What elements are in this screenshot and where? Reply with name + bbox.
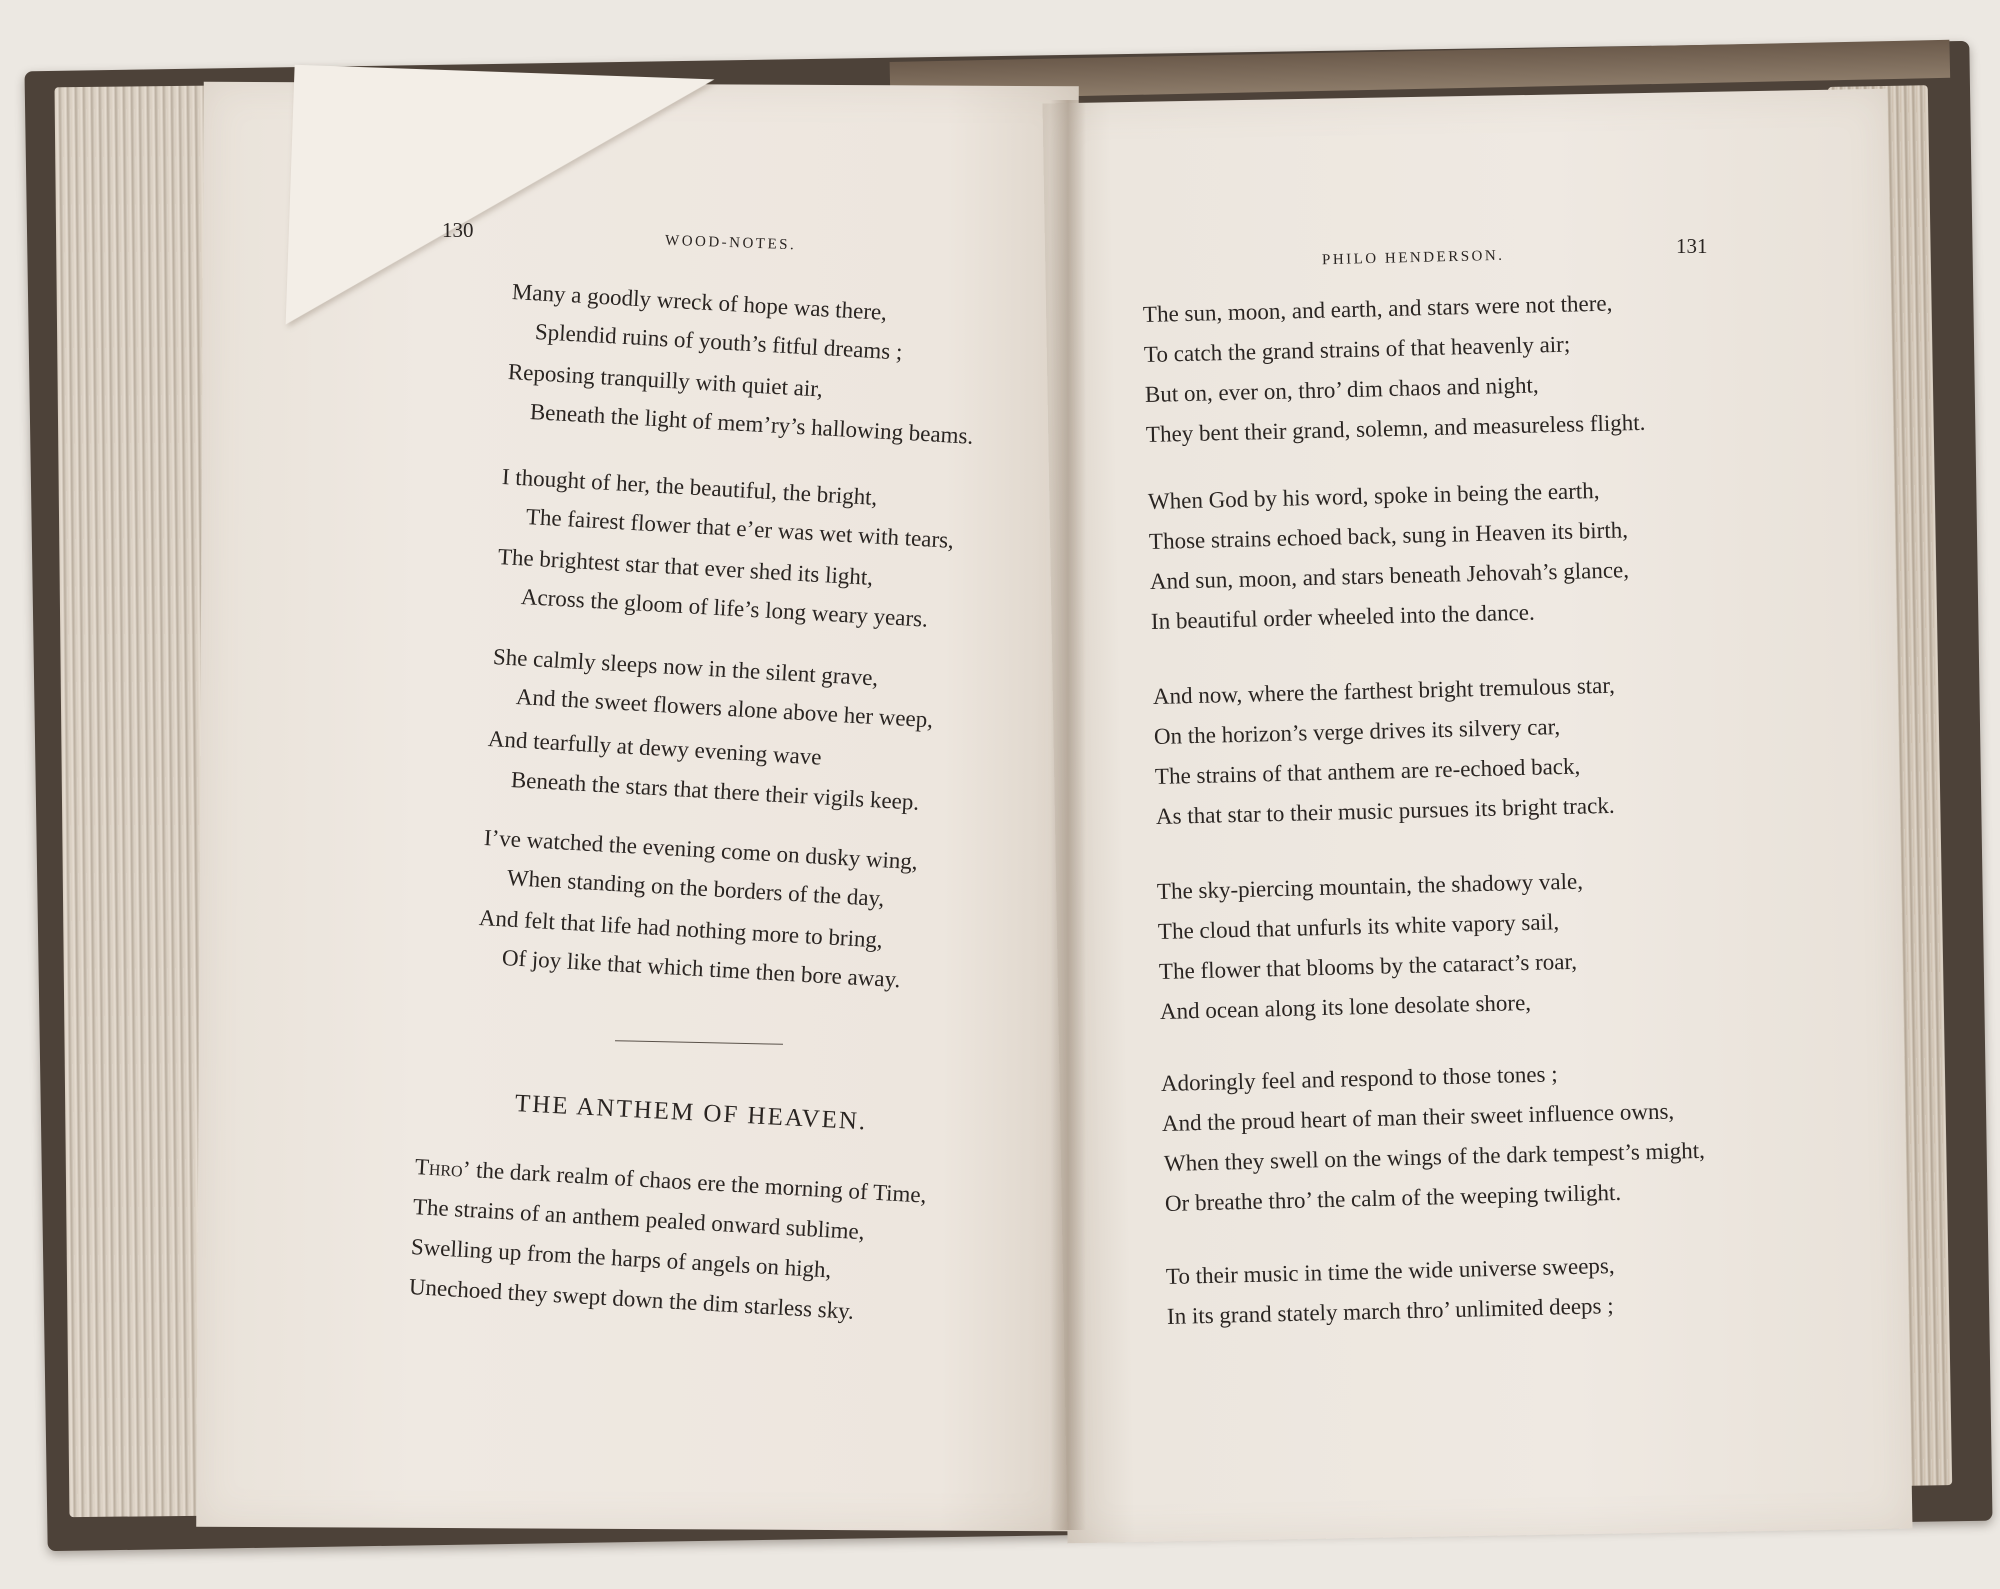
poem-line: Many a goodly wreck of hope was there, (511, 279, 888, 325)
poem-line: Thro’ the dark realm of chaos ere the morning of Time, (414, 1154, 928, 1208)
poem-line: The sky-piercing mountain, the shadowy vale, (1156, 868, 1584, 904)
poem-line: But on, ever on, thro’ dim chaos and night, (1144, 372, 1539, 407)
poem-line: The cloud that unfurls its white vapory sail, (1157, 909, 1560, 944)
poem-line: Adoringly feel and respond to those tones ; (1160, 1061, 1558, 1096)
left-running-head: WOOD-NOTES. (664, 232, 797, 254)
drop-word: Thro’ (414, 1154, 472, 1183)
poem-line: The sun, moon, and earth, and stars were not there, (1142, 290, 1613, 327)
poem-line: Those strains echoed back, sung in Heaven its birth, (1148, 517, 1629, 554)
poem-line: They bent their grand, solemn, and measureless flight. (1145, 409, 1646, 447)
right-page-number: 131 (1676, 234, 1708, 258)
poem-line: Splendid ruins of youth’s fitful dreams ; (534, 319, 904, 365)
poem-line: In its grand stately march thro’ unlimited deeps ; (1166, 1293, 1614, 1329)
poem-line: The brightest star that ever shed its light, (497, 544, 874, 590)
poem-line: Across the gloom of life’s long weary years. (520, 584, 929, 632)
poem-line: Unechoed they swept down the dim starless sky. (408, 1274, 855, 1324)
poem-line: And the sweet flowers alone above her weep, (515, 684, 934, 733)
poem-line: And sun, moon, and stars beneath Jehovah’s glance, (1149, 557, 1630, 594)
poem-line: And ocean along its lone desolate shore, (1159, 989, 1532, 1024)
poem-line: The strains of that anthem are re-echoed back, (1154, 753, 1581, 789)
poem-line: To their music in time the wide universe sweeps, (1165, 1253, 1615, 1289)
poem-title: THE ANTHEM OF HEAVEN. (514, 1090, 868, 1136)
poem-line: I’ve watched the evening come on dusky wing, (483, 825, 919, 875)
right-running-head: PHILO HENDERSON. (1321, 247, 1505, 269)
poem-line: And now, where the farthest bright tremulous star, (1152, 672, 1616, 709)
poem-line: When God by his word, spoke in being the earth, (1147, 477, 1600, 514)
left-page-number: 130 (442, 218, 474, 242)
poem-line: Or breathe thro’ the calm of the weeping twilight. (1164, 1179, 1622, 1216)
poem-line: In beautiful order wheeled into the dance. (1150, 599, 1536, 634)
poem-line: Swelling up from the harps of angels on high, (410, 1234, 833, 1283)
poem-line: Beneath the stars that there their vigils keep. (510, 767, 920, 815)
gutter-shadow (1050, 100, 1086, 1530)
poem-line: When standing on the borders of the day, (506, 865, 886, 912)
poem-line: Of joy like that which time then bore away. (501, 945, 902, 993)
poem-line: And tearfully at dewy evening wave (487, 726, 823, 770)
poem-line: Beneath the light of mem’ry’s hallowing beams. (529, 399, 974, 449)
poem-line: She calmly sleeps now in the silent grave, (492, 644, 879, 691)
poem-line: And felt that life had nothing more to bring, (478, 905, 884, 953)
poem-line: The fairest flower that e’er was wet with tears, (525, 504, 955, 553)
poem-line: To catch the grand strains of that heavenly air; (1143, 331, 1571, 367)
poem-line: On the horizon’s verge drives its silvery car, (1153, 714, 1561, 749)
poem-line: The strains of an anthem pealed onward sublime, (412, 1194, 866, 1245)
poem-line: And the proud heart of man their sweet influence owns, (1161, 1098, 1675, 1136)
poem-line: As that star to their music pursues its bright track. (1155, 792, 1615, 829)
poem-line: The flower that blooms by the cataract’s roar, (1158, 948, 1578, 984)
poem-line: I thought of her, the beautiful, the bright, (501, 464, 879, 510)
poem-line: When they swell on the wings of the dark tempest’s might, (1163, 1137, 1706, 1176)
poem-line: Reposing tranquilly with quiet air, (507, 359, 824, 402)
